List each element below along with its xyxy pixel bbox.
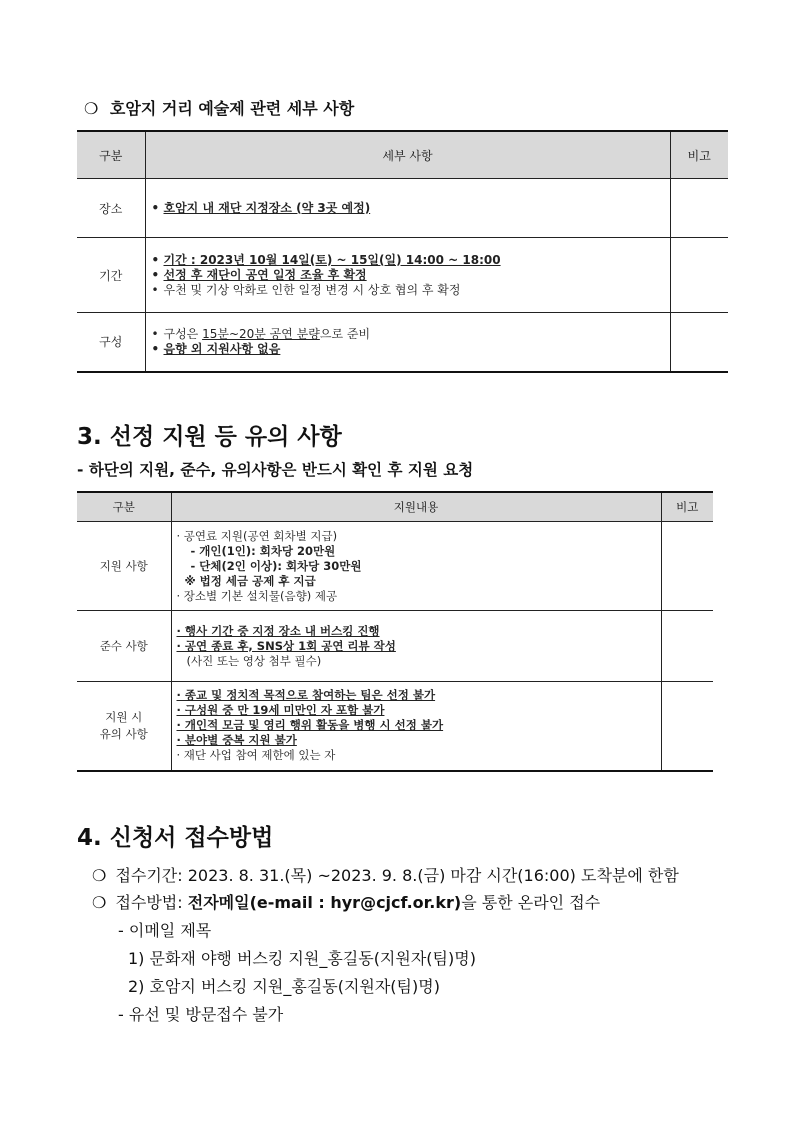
row-note-compliance bbox=[661, 611, 713, 682]
section4-title: 4. 신청서 접수방법 bbox=[77, 825, 274, 851]
caution-item-1: · 종교 및 정치적 목적으로 참여하는 팀은 선정 불가 bbox=[176, 688, 436, 703]
circle-bullet-icon: ❍ bbox=[92, 893, 107, 912]
row-content-period bbox=[145, 238, 670, 313]
period-item-3: • 우천 및 기상 악화로 인한 일정 변경 시 상호 협의 후 확정 bbox=[151, 282, 461, 297]
compliance-item-1: · 행사 기간 중 지정 장소 내 버스킹 진행 bbox=[176, 623, 380, 638]
submission-method bbox=[92, 890, 600, 913]
row-content-caution bbox=[171, 682, 661, 771]
email-subject-example-2: 2) 호암지 버스킹 지원_홍길동(지원자(팀)명) bbox=[128, 977, 440, 996]
method-email: 전자메일(e-mail : hyr@cjcf.or.kr) bbox=[187, 893, 462, 912]
section3-title: 3. 선정 지원 등 유의 사항 bbox=[77, 424, 342, 450]
period-item-2: • 선정 후 재단이 공연 일정 조율 후 확정 bbox=[151, 267, 367, 282]
row-note-caution bbox=[661, 682, 713, 771]
caution-label-line1: 지원 시 bbox=[105, 709, 143, 724]
support-item-1: · 공연료 지원(공연 회차별 지급) bbox=[176, 528, 338, 543]
method-label: 접수방법: bbox=[115, 893, 188, 912]
col-header-note: 비고 bbox=[670, 131, 728, 179]
composition-item-2: • 음향 외 지원사항 없음 bbox=[151, 341, 281, 356]
row-label-caution bbox=[77, 682, 171, 771]
details-table bbox=[77, 130, 728, 373]
no-visit-notice: - 유선 및 방문접수 불가 bbox=[118, 1005, 284, 1024]
col-header-category: 구분 bbox=[77, 131, 145, 179]
col-header-category: 구분 bbox=[77, 492, 171, 522]
section-heading bbox=[84, 96, 354, 119]
email-subject-example-1: 1) 문화재 야행 버스킹 지원_홍길동(지원자(팀)명) bbox=[128, 949, 476, 968]
caution-label-line2: 유의 사항 bbox=[99, 726, 148, 741]
submission-period-text: 접수기간: 2023. 8. 31.(목) ~2023. 9. 8.(금) 마감 시간(16:00) 도착분에 한함 bbox=[115, 866, 679, 885]
submission-period bbox=[92, 863, 679, 886]
compliance-item-3: (사진 또는 영상 첨부 필수) bbox=[186, 653, 322, 668]
support-table bbox=[77, 491, 713, 772]
section-heading-text: 호암지 거리 예술제 관련 세부 사항 bbox=[109, 99, 355, 118]
row-label-compliance: 준수 사항 bbox=[77, 611, 171, 682]
caution-item-5: · 재단 사업 참여 제한에 있는 자 bbox=[176, 748, 336, 763]
support-item-3: - 단체(2인 이상): 회차당 30만원 bbox=[190, 558, 362, 573]
place-item: • 호암지 내 재단 지정장소 (약 3곳 예정) bbox=[151, 200, 371, 215]
row-label-support: 지원 사항 bbox=[77, 522, 171, 611]
row-note-composition bbox=[670, 313, 728, 372]
circle-bullet-icon: ❍ bbox=[92, 866, 107, 885]
section3-subtitle: - 하단의 지원, 준수, 유의사항은 반드시 확인 후 지원 요청 bbox=[77, 461, 474, 479]
method-suffix: 을 통한 온라인 접수 bbox=[461, 893, 601, 912]
row-label-composition: 구성 bbox=[77, 313, 145, 372]
caution-item-4: · 분야별 중복 지원 불가 bbox=[176, 733, 297, 748]
composition-item-1: • 구성은 15분~20분 공연 분량으로 준비 bbox=[151, 326, 371, 341]
support-item-2: - 개인(1인): 회차당 20만원 bbox=[190, 543, 336, 558]
period-item-1: • 기간 : 2023년 10월 14일(토) ~ 15일(일) 14:00 ~ 18:00 bbox=[151, 252, 501, 267]
row-content-composition bbox=[145, 313, 670, 372]
row-note-support bbox=[661, 522, 713, 611]
row-content-support bbox=[171, 522, 661, 611]
support-item-4: ※ 법정 세금 공제 후 지급 bbox=[184, 573, 316, 588]
row-label-place: 장소 bbox=[77, 179, 145, 238]
row-note-place bbox=[670, 179, 728, 238]
col-header-details: 세부 사항 bbox=[145, 131, 670, 179]
col-header-content: 지원내용 bbox=[171, 492, 661, 522]
col-header-note: 비고 bbox=[661, 492, 713, 522]
row-label-period: 기간 bbox=[77, 238, 145, 313]
row-note-period bbox=[670, 238, 728, 313]
email-subject-heading: - 이메일 제목 bbox=[118, 921, 212, 940]
compliance-item-2: · 공연 종료 후, SNS상 1회 공연 리뷰 작성 bbox=[176, 638, 396, 653]
caution-item-3: · 개인적 모금 및 영리 행위 활동을 병행 시 선정 불가 bbox=[176, 718, 444, 733]
support-item-5: · 장소별 기본 설치물(음향) 제공 bbox=[176, 588, 338, 603]
caution-item-2: · 구성원 중 만 19세 미만인 자 포함 불가 bbox=[176, 703, 385, 718]
circle-bullet-icon: ❍ bbox=[84, 99, 99, 118]
row-content-place bbox=[145, 179, 670, 238]
row-content-compliance bbox=[171, 611, 661, 682]
